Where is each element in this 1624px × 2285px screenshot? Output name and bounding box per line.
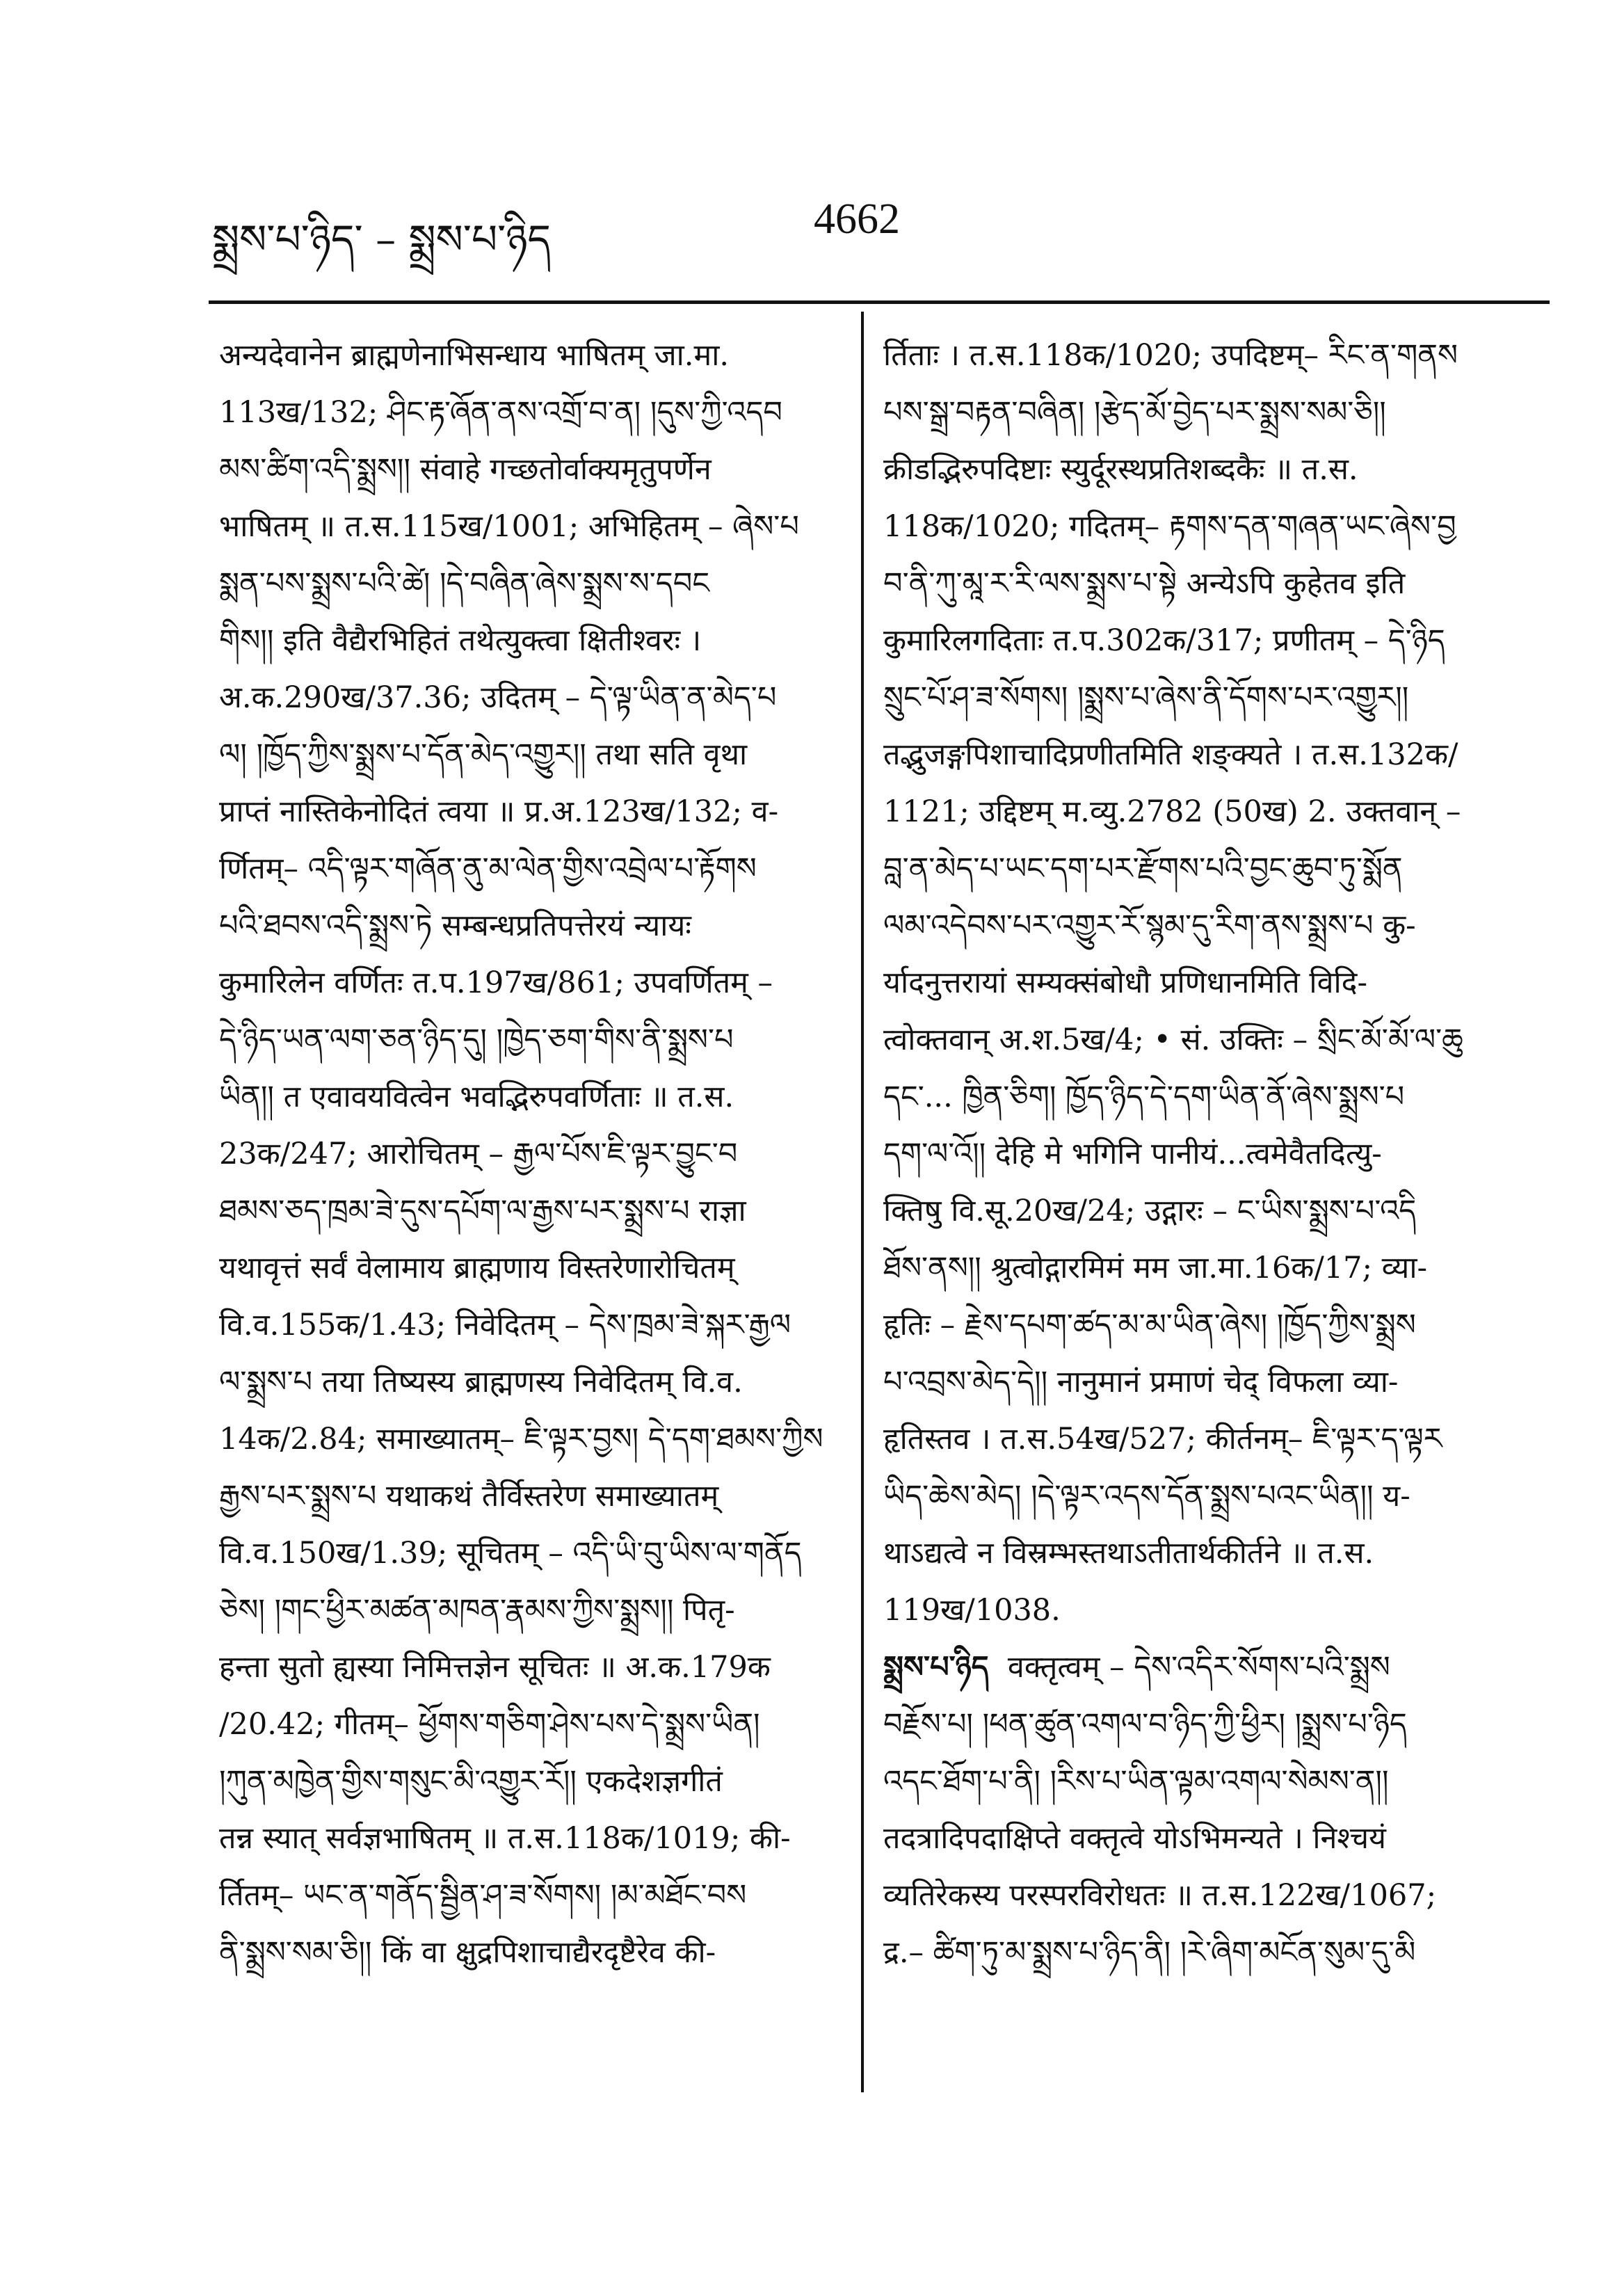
left-column — [219, 327, 845, 1981]
text-line: 1121; उद्दिष्टम् म.व्यु.2782 (50ख) 2. उक्तवान् – — [883, 794, 1461, 829]
text-line: क्तिषु वि.सू.20ख/24; उद्गारः – ང་ཡིས་སྨྲས་པ་འདི — [883, 1194, 1417, 1228]
page-number: 4662 — [814, 195, 900, 243]
text-line: 14क/2.84; समाख्यातम्– ཇི་ལྟར་བྱས། དེ་དག་ཐམས་ཀྱིས — [219, 1422, 823, 1457]
text-line: व्यतिरेकस्य परस्परविरोधतः ॥ त.स.122ख/1067; — [883, 1878, 1437, 1913]
text-line: थाऽद्यत्वे न विस्रम्भस्तथाऽतीतार्थकीर्तने ॥ त.स. — [883, 1536, 1374, 1571]
text-line: र्यादनुत्तरायां सम्यक्संबोधौ प्रणिधानमिति विदि- — [883, 965, 1367, 1000]
text-line: བ་ནི་ཀུ་མཱ་ར་རི་ལས་སྨྲས་པ་སྟེ अन्येऽपि कुहेतव इति — [883, 566, 1406, 601]
page-header — [0, 188, 1624, 264]
text-line: གིས།། इति वैद्यैरभिहितं तथेत्युक्त्वा क्षितीश्वरः । — [219, 623, 702, 658]
running-head: སྨྲས་པ་ཉིད་ – སྨྲས་པ་ཉིད — [212, 216, 551, 263]
text-line: कुमारिलगदिताः त.प.302क/317; प्रणीतम् – དེ་ཉིད — [883, 623, 1445, 658]
text-line: वि.व.150ख/1.39; सूचितम् – འདི་ཡི་བུ་ཡིས་ལ་གནོད — [219, 1536, 802, 1571]
text-line: क्रीडद्भिरुपदिष्टाः स्युर्दूरस्थप्रतिशब्दकैः ॥ त.स. — [883, 452, 1358, 487]
text-line: ཐོས་ནས།། श्रुत्वोद्गारमिमं मम जा.मा.16क/17; व्या- — [883, 1251, 1427, 1285]
entry-line — [883, 1639, 1547, 1696]
text-line: प्राप्तं नास्तिकेनोदितं त्वया ॥ प्र.अ.123ख/132; व- — [219, 794, 779, 829]
text-line: བླ་ན་མེད་པ་ཡང་དག་པར་རྫོགས་པའི་བྱང་ཆུབ་ཏུ་སྨོན — [883, 851, 1403, 886]
text-line: པ་འབྲས་མེད་དེ།། नानुमानं प्रमाणं चेद् विफला व्या- — [883, 1365, 1399, 1400]
text-line: ཡིད་ཆེས་མེད། །དེ་ལྟར་འདས་དོན་སྨྲས་པའང་ཡིན།། य- — [883, 1479, 1410, 1514]
text-line: यथावृत्तं सर्वं वेलामाय ब्राह्मणाय विस्तरेणारोचितम् — [219, 1251, 735, 1285]
text-line: 23क/247; आरोचितम् – རྒྱལ་པོས་ཇི་ལྟར་བྱུང་བ — [219, 1137, 738, 1171]
text-line: हृतिः – རྗེས་དཔག་ཚད་མ་མ་ཡིན་ཞེས། །ཁྱོད་ཀྱིས་སྨྲས — [883, 1308, 1416, 1342]
text-line: 113ख/132; ཤིང་རྟ་ཞོན་ནས་འགྲོ་བ་ན། །དུས་ཀྱི་འདབ — [219, 395, 782, 430]
column-divider — [861, 312, 864, 2092]
text-line: དག་ལ་འོ།། देहि मे भगिनि पानीयं...त्वमेवैतदित्यु- — [883, 1137, 1382, 1171]
text-line: कुमारिलेन वर्णितः त.प.197ख/861; उपवर्णितम् – — [219, 965, 773, 1000]
text-line: द्र.– ཚིག་ཏུ་མ་སྨྲས་པ་ཉིད་ནི། །རེ་ཞིག་མངོན་སུམ་དུ་མི — [883, 1935, 1416, 1970]
text-line: དང་... ཁྱིན་ཅིག། ཁྱོད་ཉིད་དེ་དག་ཡིན་ནོ་ཞེས་སྨྲས་པ — [883, 1080, 1405, 1114]
right-column — [883, 327, 1547, 1981]
text-line: ལ་སྨྲས་པ तया तिष्यस्य ब्राह्मणस्य निवेदितम् वि.व. — [219, 1365, 743, 1400]
entry-headword: སྨྲས་པ་ཉིད — [883, 1650, 989, 1685]
text-line: སྨན་པས་སྨྲས་པའི་ཚེ། །དེ་བཞིན་ཞེས་སྨྲས་ས་དབང — [219, 566, 710, 601]
text-line: 119ख/1038. — [883, 1593, 1061, 1628]
text-line: तदत्रादिपदाक्षिप्ते वक्तृत्वे योऽभिमन्यते । निश्चयं — [883, 1821, 1386, 1856]
text-line: र्णितम्– འདི་ལྟར་གཞོན་ནུ་མ་ལེན་གྱིས་འབྲེལ་པ་རྟོགས — [219, 851, 757, 886]
text-line: 118क/1020; गदितम्– རྟགས་དན་གཞན་ཡང་ཞེས་བྱ — [883, 509, 1456, 544]
text-line: /20.42; गीतम्– ཕྱོགས་གཅིག་ཤེས་པས་དེ་སྨྲས་ཡིན། — [219, 1707, 760, 1742]
text-line: तन्न स्यात् सर्वज्ञभाषितम् ॥ त.स.118क/1019; की- — [219, 1821, 791, 1856]
text-line: तद्भुजङ्गपिशाचादिप्रणीतमिति शङ्क्यते । त.स.132क/ — [883, 737, 1458, 772]
text-line: རྒྱས་པར་སྨྲས་པ यथाकथं तैर्विस्तरेण समाख्यातम् — [219, 1479, 719, 1514]
text-line: པའི་ཐབས་འདི་སྨྲས་ཏེ सम्बन्धप्रतिपत्तेरयं न्यायः — [219, 908, 691, 943]
text-line: ནི་སྨྲས་སམ་ཅི།། किं वा क्षुद्रपिशाचाद्यैरदृष्टैरेव की- — [219, 1935, 716, 1970]
text-line: हन्ता सुतो ह्यस्या निमित्तज्ञेन सूचितः ॥ अ.क.179क — [219, 1650, 771, 1685]
text-line: हृतिस्तव । त.स.54ख/527; कीर्तनम्– ཇི་ལྟར་ད་ལྟར — [883, 1422, 1442, 1457]
text-line: མས་ཚིག་འདི་སྨྲས།། संवाहे गच्छतोर्वाक्यमृतुपर्णेन — [219, 452, 711, 487]
text-line: སྲུང་པོ་ཤ་ཟ་སོགས། །སྨྲས་པ་ཞེས་ནི་དོགས་པར་འགྱུར།། — [883, 680, 1409, 715]
text-line: ལམ་འདེབས་པར་འགྱུར་རོ་སྙམ་དུ་རིག་ནས་སྨྲས་པ कु- — [883, 908, 1416, 943]
header-rule — [209, 300, 1550, 304]
text-line: र्तिताः । त.स.118क/1020; उपदिष्टम्– རིང་ན་གནས — [883, 338, 1458, 373]
text-line: त्वोक्तवान् अ.श.5ख/4; • सं. उक्तिः – སྲིང་མོ་མོ་ལ་ཆུ — [883, 1023, 1463, 1057]
text-line: །ཀུན་མཁྱེན་གྱིས་གསུང་མི་འགྱུར་རོ།། एकदेशज्ञगीतं — [219, 1764, 723, 1799]
text-line: ཐམས་ཅད་ཁྲམ་ཟེ་དུས་དཔོག་ལ་རྒྱས་པར་སྨྲས་པ राज्ञा — [219, 1194, 746, 1228]
text-line: ལ། །ཁྱོད་ཀྱིས་སྨྲས་པ་དོན་མེད་འགྱུར།། तथा सति वृथा — [219, 737, 748, 772]
text-line: वि.व.155क/1.43; निवेदितम् – དེས་ཁྲམ་ཟེ་སྐར་རྒྱལ — [219, 1308, 791, 1342]
text-line: དེ་ཉིད་ཡན་ལག་ཅན་ཉིད་དུ། །ཁྱེད་ཅག་གིས་ནི་སྨྲས་པ — [219, 1023, 734, 1057]
text-line: ཅེས། །གང་ཕྱིར་མཚན་མཁན་རྣམས་ཀྱིས་སྨྲས།། पितृ- — [219, 1593, 735, 1628]
text-line: भाषितम् ॥ त.स.115ख/1001; अभिहितम् – ཞེས་པ — [219, 509, 799, 544]
entry-text: वक्तृत्वम् – དེས་འདིར་སོགས་པའི་སྨྲས — [1007, 1650, 1390, 1685]
text-line: ཡིན།། त एवावयवित्वेन भवद्भिरुपवर्णिताः ॥ त.स. — [219, 1080, 734, 1114]
text-line: བརྗོས་པ། །ཕན་ཚུན་འགལ་བ་ཉིད་ཀྱི་ཕྱིར། །སྨྲས་པ་ཉིད — [883, 1707, 1407, 1742]
text-line: अन्यदेवानेन ब्राह्मणेनाभिसन्धाय भाषितम् जा.मा. — [219, 338, 729, 373]
text-line: འདང་ཐོག་པ་ནི། །རིས་པ་ཡིན་ལྟམ་འགལ་སེམས་ན།། — [883, 1764, 1389, 1799]
text-line: པས་སྒྲ་བརྟན་བཞིན། །རྩེད་མོ་བྱེད་པར་སྨྲས་སམ་ཅི།། — [883, 395, 1386, 430]
text-line: र्तितम्– ཡང་ན་གནོད་སྦྱིན་ཤ་ཟ་སོགས། །མ་མཐོང་བས — [219, 1878, 747, 1913]
text-line: अ.क.290ख/37.36; उदितम् – དེ་ལྟ་ཡིན་ན་མེད་པ — [219, 680, 777, 715]
